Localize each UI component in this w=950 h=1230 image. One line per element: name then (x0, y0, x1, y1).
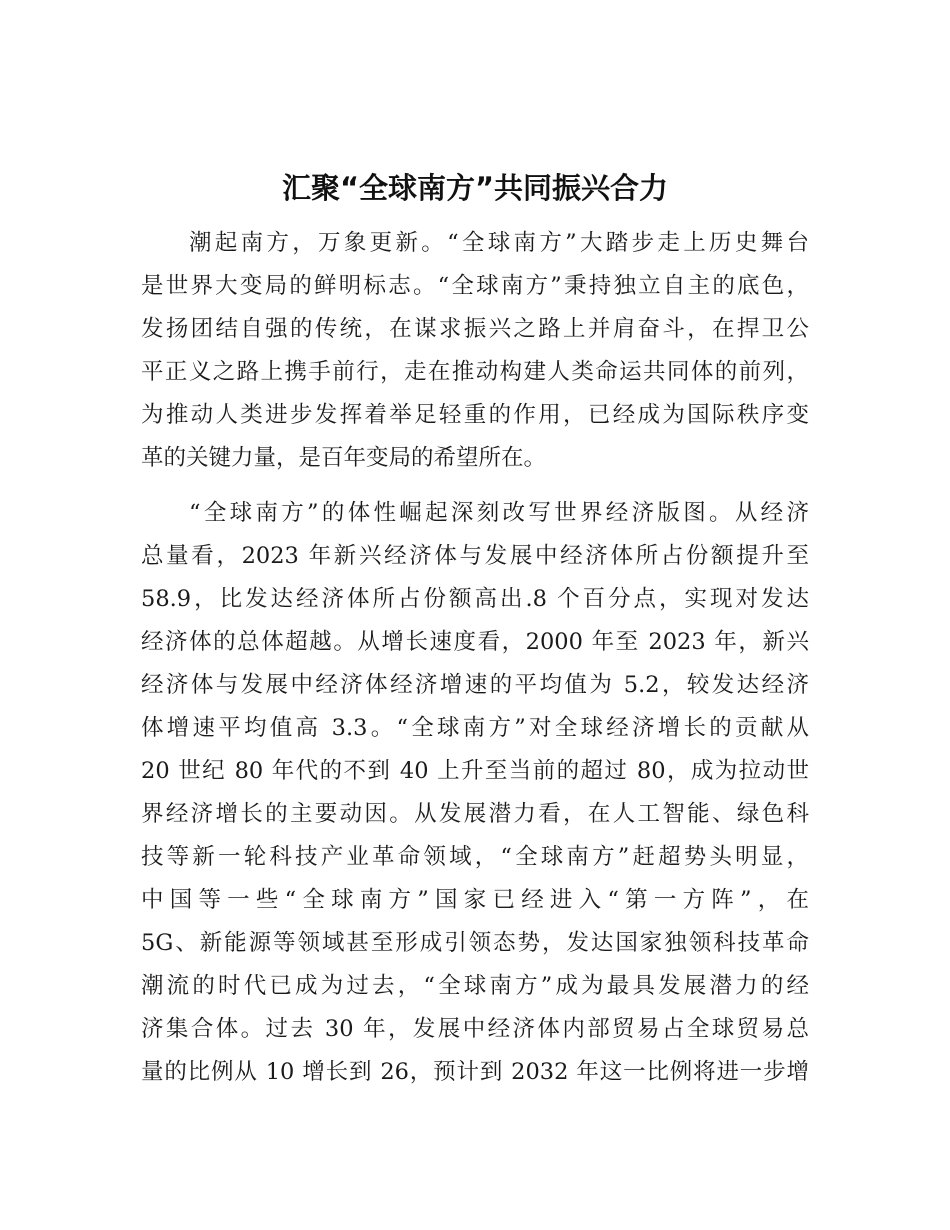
paragraph-2-line: 经济体与发展中经济体经济增速的平均值为 5.2，较发达经济 (141, 672, 809, 698)
paragraph-2-line: “全球南方”的体性崛起深刻改写世界经济版图。从经济 (189, 500, 809, 526)
paragraph-2-line: 潮流的时代已成为过去，“全球南方”成为最具发展潜力的经 (141, 973, 809, 999)
paragraph-2-line: 界经济增长的主要动因。从发展潜力看，在人工智能、绿色科 (141, 801, 809, 827)
paragraph-2-line: 5G、新能源等领域甚至形成引领态势，发达国家独领科技革命 (141, 930, 809, 956)
paragraph-1-line: 为推动人类进步发挥着举足轻重的作用，已经成为国际秩序变 (141, 402, 809, 428)
paragraph-2-line: 经济体的总体超越。从增长速度看，2000 年至 2023 年，新兴 (141, 629, 809, 655)
paragraph-1-line: 潮起南方，万象更新。“全球南方”大踏步走上历史舞台 (189, 230, 809, 256)
paragraph-2-line: 58.9，比发达经济体所占份额高出.8 个百分点，实现对发达 (141, 586, 809, 612)
paragraph-2-line: 技等新一轮科技产业革命领域，“全球南方”赶超势头明显， (141, 844, 809, 870)
paragraph-2-line: 济集合体。过去 30 年，发展中经济体内部贸易占全球贸易总 (141, 1016, 809, 1042)
paragraph-2-line: 20 世纪 80 年代的不到 40 上升至当前的超过 80，成为拉动世 (141, 758, 809, 784)
paragraph-2-line: 体增速平均值高 3.3。“全球南方”对全球经济增长的贡献从 (141, 715, 809, 741)
paragraph-1-line: 平正义之路上携手前行，走在推动构建人类命运共同体的前列， (141, 359, 809, 385)
paragraph-1-line: 发扬团结自强的传统，在谋求振兴之路上并肩奋斗，在捍卫公 (141, 316, 809, 342)
paragraph-1-line: 革的关键力量，是百年变局的希望所在。 (141, 445, 547, 471)
paragraph-2-line: 总量看，2023 年新兴经济体与发展中经济体所占份额提升至 (141, 543, 809, 569)
document-title: 汇聚“全球南方”共同振兴合力 (281, 171, 669, 205)
paragraph-2-line: 中国等一些“全球南方”国家已经进入“第一方阵”，在 (141, 887, 809, 913)
paragraph-2-line: 量的比例从 10 增长到 26，预计到 2032 年这一比例将进一步增 (141, 1059, 809, 1085)
paragraph-1-line: 是世界大变局的鲜明标志。“全球南方”秉持独立自主的底色， (141, 273, 809, 299)
